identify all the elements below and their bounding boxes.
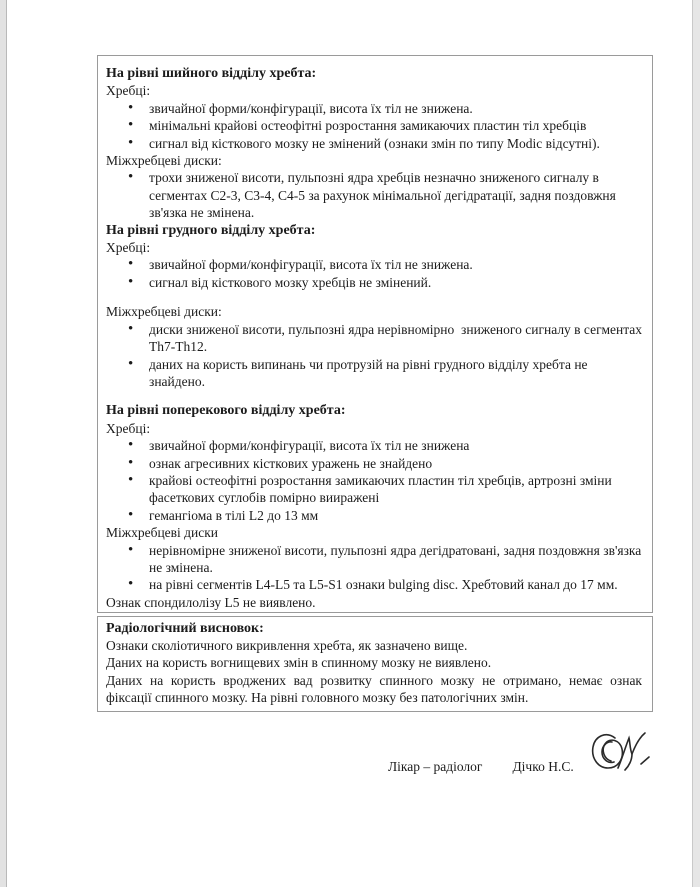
bullet-item: • звичайної форми/конфігурації, висота їх тіл не знижена. <box>106 256 642 273</box>
doctor-role-label: Лікар – радіолог <box>388 758 483 774</box>
bullet-item: • трохи зниженої висоти, пульпозні ядра хребців незначно зниженого сигналу в сегментах С2-3, С3-4, С4-5 за рахунок мінімальної дегідратації, задня поздовжня зв'язка не змінена. <box>106 169 642 221</box>
bullet-item: • сигнал від кісткового мозку не змінений (ознаки змін по типу Modic відсутні). <box>106 135 642 152</box>
scan-edge-right <box>692 0 700 887</box>
bullet-item: • сигнал від кісткового мозку хребців не змінений. <box>106 274 642 291</box>
section-heading: На рівні грудного відділу хребта: <box>106 222 316 238</box>
text-line: Хребці: <box>106 83 151 99</box>
signature-row <box>388 742 654 791</box>
bullet-item: • мінімальні крайові остеофітні розростання замикаючих пластин тіл хребців <box>106 117 642 134</box>
justified-paragraph: Даних на користь вроджених вад розвитку спинного мозку не отримано, немає ознак фіксації спинного мозку. На рівні головного мозку без патологічних змін. <box>106 672 646 705</box>
conclusion-box <box>97 616 653 712</box>
spacer <box>106 291 642 303</box>
text-line: Міжхребцеві диски <box>106 525 219 541</box>
spacer <box>106 390 642 402</box>
bullet-item: • крайові остеофітні розростання замикаючих пластин тіл хребців, артрозні зміни фасеткових суглобів помірно вииражені <box>106 472 642 507</box>
text-line: Даних на користь вогнищевих змін в спинному мозку не виявлено. <box>106 655 492 671</box>
signature-icon <box>588 728 654 791</box>
text-line: Міжхребцеві диски: <box>106 304 222 320</box>
section-heading: Радіологічний висновок: <box>106 621 264 636</box>
text-line: Хребці: <box>106 240 151 256</box>
scan-edge-left <box>0 0 7 887</box>
findings-box <box>97 55 653 613</box>
bullet-item: • нерівномірне зниженої висоти, пульпозні ядра дегідратовані, задня поздовжня зв'язка не змінена. <box>106 542 642 577</box>
text-line: Хребці: <box>106 420 151 436</box>
text-line: Міжхребцеві диски: <box>106 153 222 169</box>
bullet-item: • звичайної форми/конфігурації, висота їх тіл не знижена. <box>106 100 642 117</box>
bullet-item: • даних на користь випинань чи протрузій на рівні грудного відділу хребта не знайдено. <box>106 356 642 391</box>
bullet-item: • звичайної форми/конфігурації, висота їх тіл не знижена <box>106 437 642 454</box>
bullet-item: • диски зниженої висоти, пульпозні ядра нерівномірно зниженого сигналу в сегментах Th7-Th12. <box>106 321 642 356</box>
section-heading: На рівні шийного відділу хребта: <box>106 66 317 81</box>
bullet-item: • гемангіома в тілі L2 до 13 мм <box>106 507 642 524</box>
section-heading: На рівні поперекового відділу хребта: <box>106 403 346 419</box>
bullet-item: • ознак агресивних кісткових уражень не знайдено <box>106 455 642 472</box>
doctor-name-label: Дічко Н.С. <box>512 758 574 774</box>
text-line: Ознаки сколіотичного викривлення хребта, як зазначено вище. <box>106 638 468 654</box>
bullet-item: • на рівні сегментів L4-L5 та L5-S1 ознаки bulging disc. Хребтовий канал до 17 мм. <box>106 576 642 593</box>
text-line: Ознак спондилолізу L5 не виявлено. <box>106 594 316 610</box>
